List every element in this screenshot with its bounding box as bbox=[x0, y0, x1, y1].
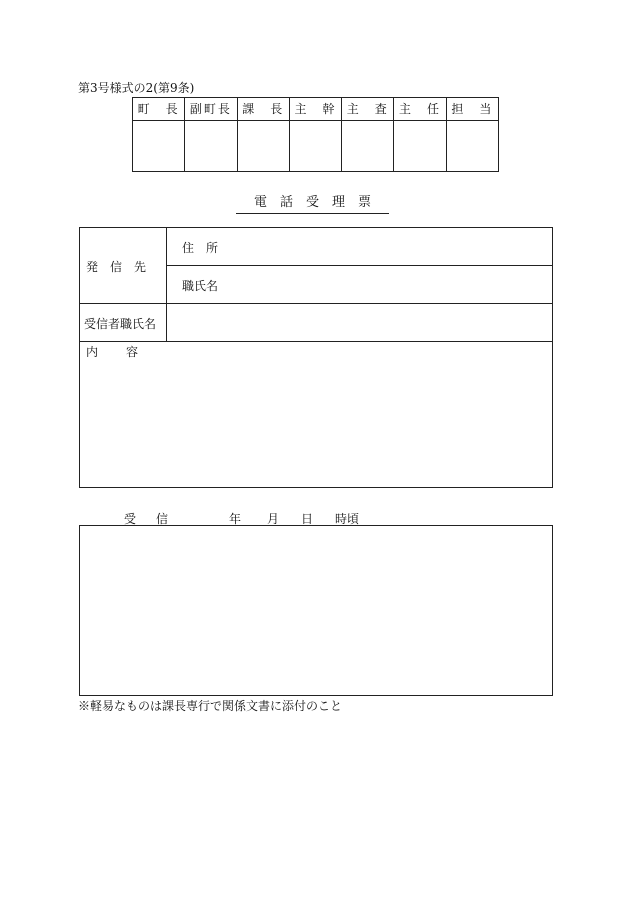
caller-label: 発 信 先 bbox=[86, 260, 147, 274]
reception-notes-field[interactable] bbox=[79, 525, 553, 696]
reception-year-label: 年 bbox=[229, 512, 242, 526]
reception-month-label: 月 bbox=[267, 512, 280, 526]
approval-header-staff: 担 当 bbox=[446, 98, 498, 121]
approval-stamp-cell[interactable] bbox=[289, 121, 341, 172]
reception-time-label: 時頃 bbox=[335, 512, 360, 526]
address-field[interactable] bbox=[240, 229, 548, 263]
form-id: 第3号様式の2(第9条) bbox=[78, 81, 195, 95]
approval-stamp-table bbox=[132, 97, 499, 172]
approval-header-supervisor: 主 任 bbox=[394, 98, 446, 121]
footnote: ※軽易なものは課長専行で関係文書に添付のこと bbox=[78, 699, 343, 713]
divider bbox=[79, 341, 552, 342]
divider bbox=[166, 265, 552, 266]
document-title: 電話受理票 bbox=[236, 191, 389, 214]
approval-stamp-cell[interactable] bbox=[342, 121, 394, 172]
reception-day-label: 日 bbox=[301, 512, 314, 526]
approval-stamp-cell[interactable] bbox=[394, 121, 446, 172]
approval-header-chief-officer: 主 幹 bbox=[289, 98, 341, 121]
divider bbox=[79, 303, 552, 304]
receiver-field[interactable] bbox=[170, 305, 548, 339]
name-title-field[interactable] bbox=[240, 267, 548, 301]
approval-stamp-cell[interactable] bbox=[133, 121, 185, 172]
approval-header-mayor: 町 長 bbox=[133, 98, 185, 121]
approval-header-deputy-mayor: 副町長 bbox=[185, 98, 237, 121]
address-label: 住 所 bbox=[182, 241, 219, 255]
approval-header-inspector: 主 査 bbox=[342, 98, 394, 121]
approval-stamp-cell[interactable] bbox=[237, 121, 289, 172]
divider bbox=[166, 227, 167, 341]
reception-label: 受 信 bbox=[124, 512, 173, 526]
receiver-label: 受信者職氏名 bbox=[84, 317, 157, 331]
approval-header-section-chief: 課 長 bbox=[237, 98, 289, 121]
name-title-label: 職氏名 bbox=[182, 279, 219, 293]
content-field[interactable] bbox=[82, 362, 548, 484]
content-label: 内 容 bbox=[86, 345, 147, 359]
approval-stamp-cell[interactable] bbox=[185, 121, 237, 172]
approval-stamp-cell[interactable] bbox=[446, 121, 498, 172]
